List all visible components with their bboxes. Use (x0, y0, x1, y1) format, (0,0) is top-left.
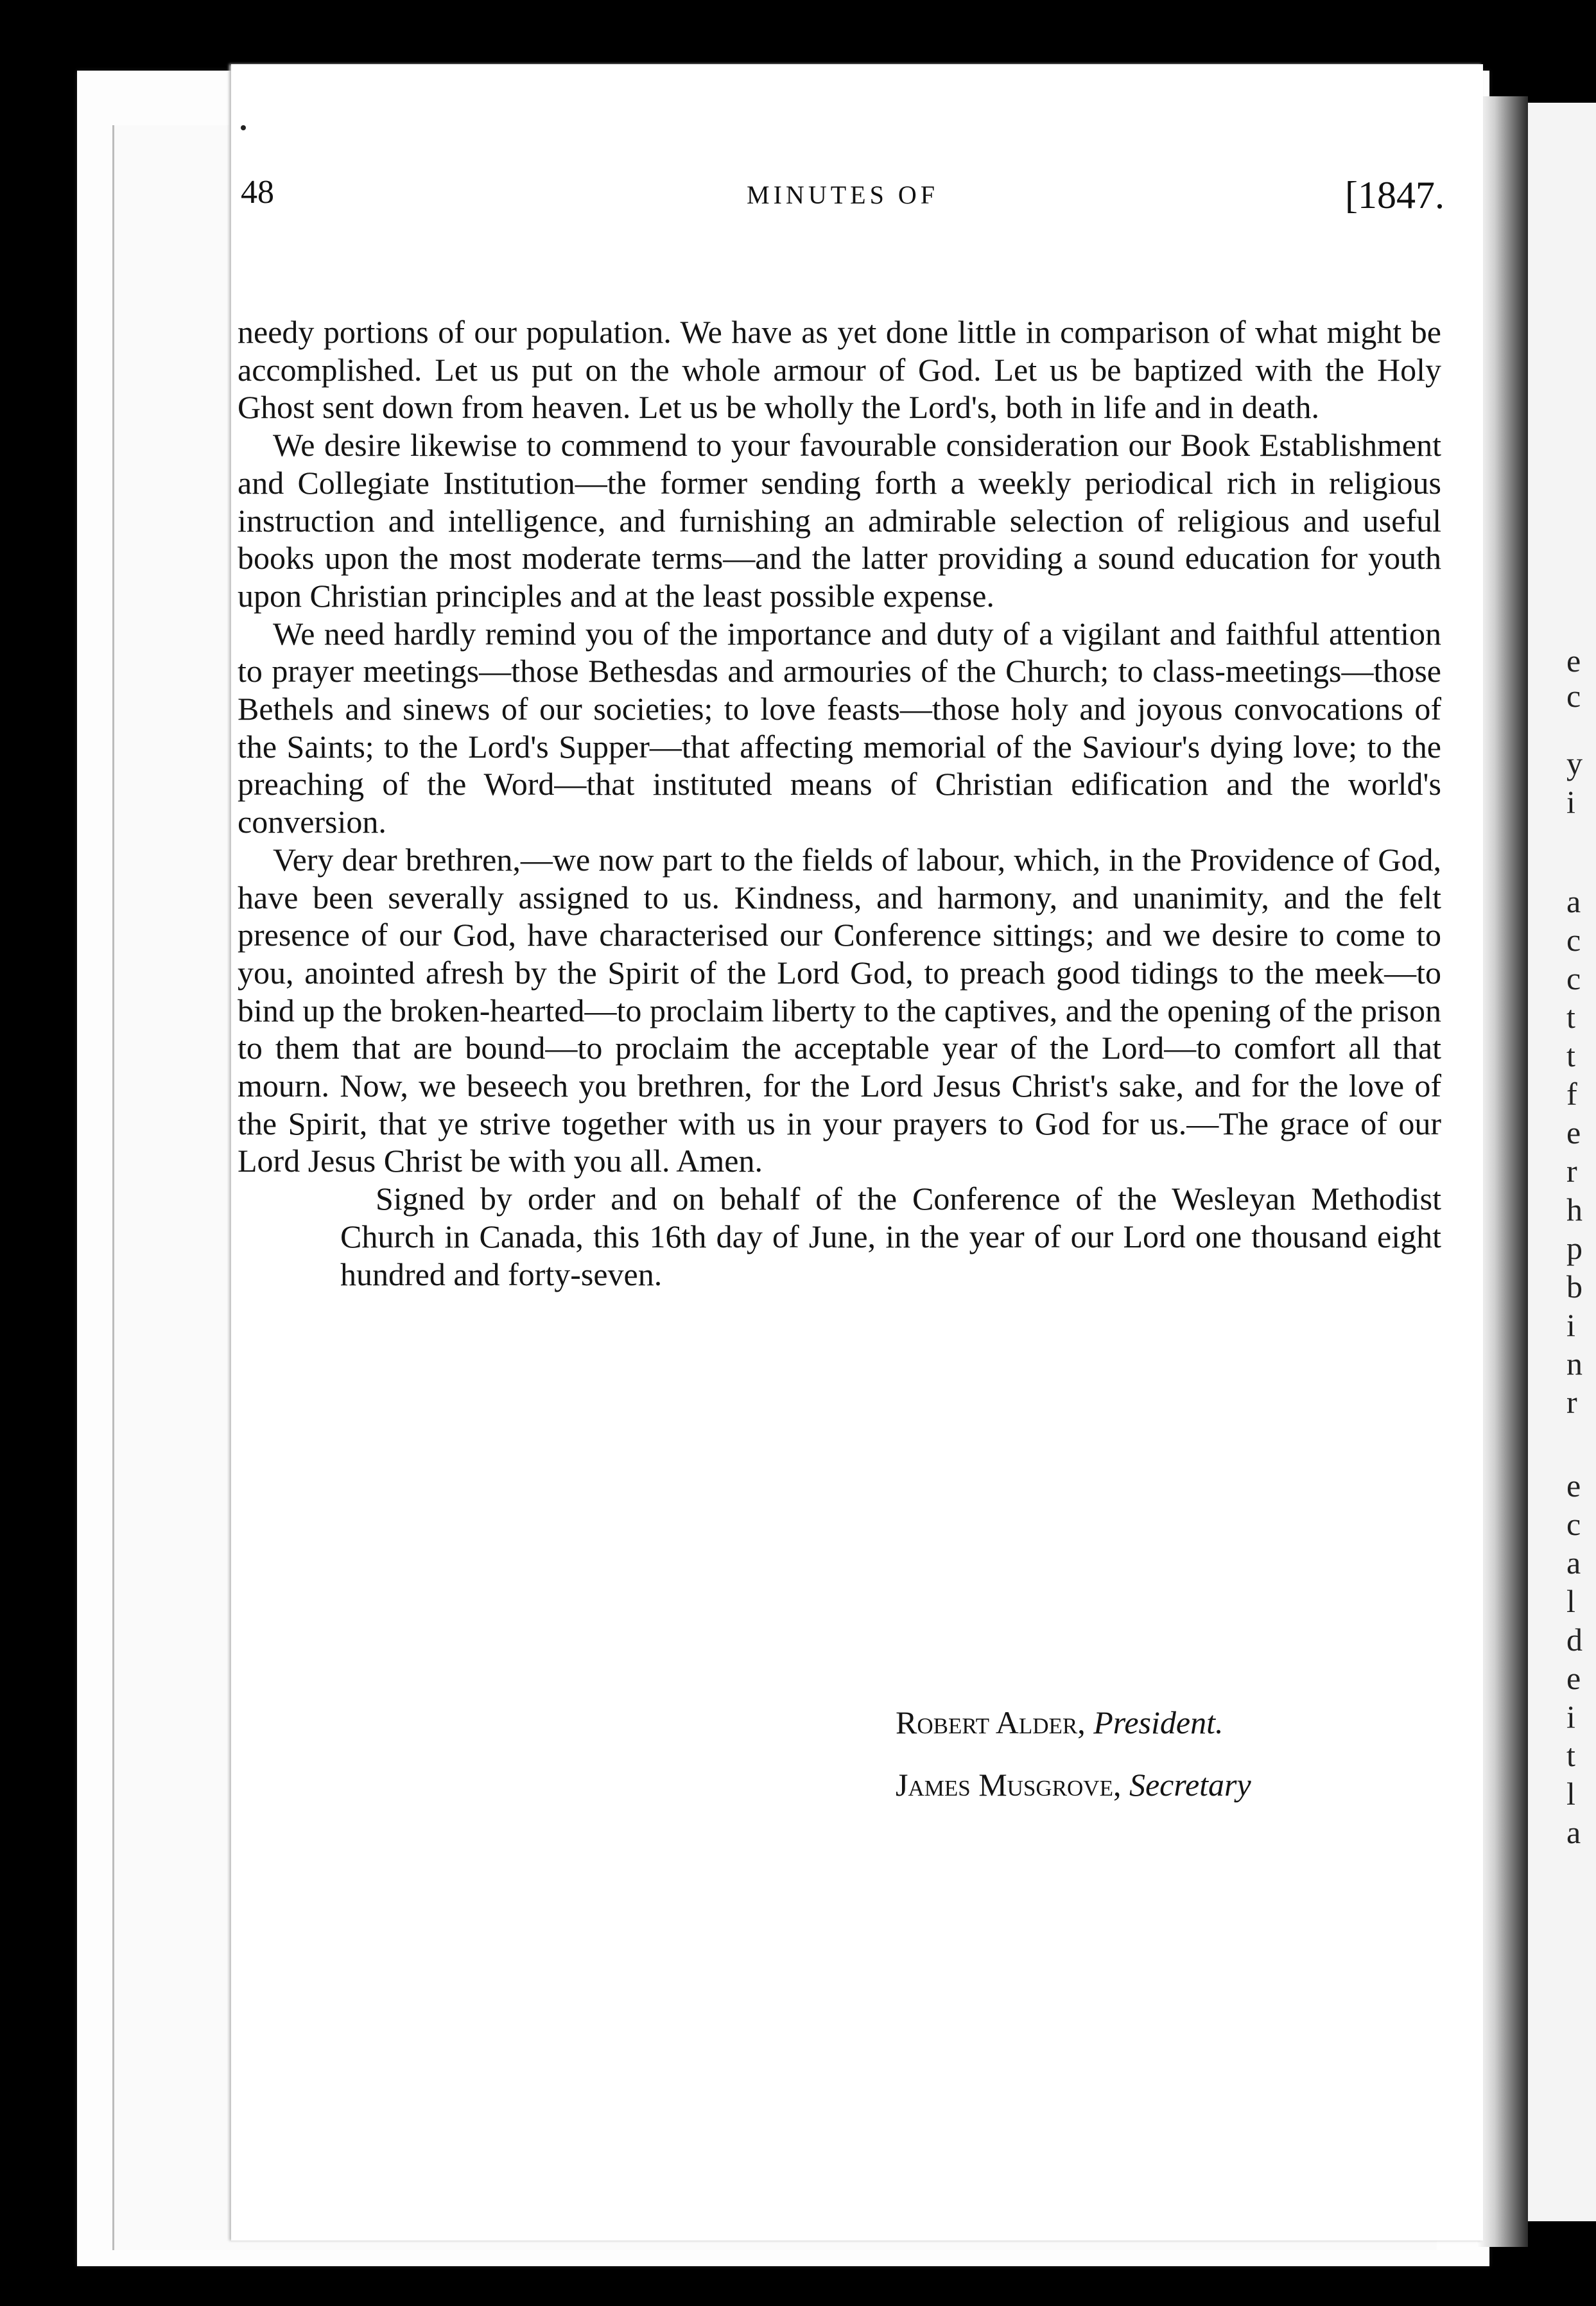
edge-letter: y (1566, 745, 1583, 781)
signed-statement: Signed by order and on behalf of the Conference of the Wesleyan Methodist Church in Canada, this 16th day of June, in the year of our Lord one thousand eight hundred and forty-seven. (340, 1181, 1441, 1292)
edge-letter: c (1566, 678, 1581, 714)
running-year: [1847. (1345, 174, 1444, 216)
edge-letter: a (1566, 1814, 1581, 1850)
edge-letter: f (1566, 1076, 1577, 1112)
running-title: MINUTES OF (747, 180, 939, 209)
body-text (238, 313, 1441, 1293)
paragraph: Very dear brethren,—we now part to the fields of labour, which, in the Providence of God, have been severally assigned to us. Kindness, and harmony, and unanimity, and the felt presence of our God, have characterised our Conference sittings; and we desire to come to you, anointed afresh by the Spirit of the Lord God, to preach good tidings to the meek—to bind up the broken-hearted—to proclaim liberty to the captives, and the opening of the prison to them that are bound—to proclaim the acceptable year of the Lord—to comfort all that mourn. Now, we beseech you brethren, for the Lord Jesus Christ's sake, and for the love of the Spirit, that ye strive together with us in your prayers to God for us.—The grace of our Lord Jesus Christ be with you all. Amen. (238, 841, 1441, 1179)
edge-letter: r (1566, 1384, 1577, 1420)
signatory-name: James Musgrove, (896, 1767, 1122, 1803)
facing-page-edge-letters (1566, 0, 1596, 2306)
page-number: 48 (241, 174, 274, 211)
book-gutter-shadow (1477, 96, 1528, 2247)
edge-letter: c (1566, 922, 1581, 958)
edge-letter: l (1566, 1583, 1575, 1619)
edge-letter: i (1566, 784, 1575, 820)
edge-letter: t (1566, 999, 1575, 1035)
edge-letter: l (1566, 1776, 1575, 1812)
signatory-title: Secretary (1129, 1767, 1251, 1803)
paragraph: We desire likewise to commend to your favourable consideration our Book Establishment and Collegiate Institution—the former sending forth a weekly periodical rich in religious instruction and intelligence, and furnishing an admirable selection of religious and useful books upon the most moderate terms—and the latter providing a sound education for youth upon Christian principles and at the least possible expense. (238, 427, 1441, 614)
edge-letter: i (1566, 1699, 1575, 1735)
ink-speck (241, 125, 246, 130)
edge-letter: e (1566, 1114, 1581, 1150)
edge-letter: n (1566, 1346, 1583, 1382)
edge-letter: e (1566, 1660, 1581, 1696)
signatures (896, 1692, 1473, 1816)
edge-letter: b (1566, 1269, 1583, 1305)
paragraph: needy portions of our population. We have as yet done little in comparison of what might be accomplished. Let us put on the whole armour of God. Let us be baptized with the Holy Ghost sent down from heaven. Let us be wholly the Lord's, both in life and in death. (238, 314, 1441, 426)
signatory-name: Robert Alder, (896, 1704, 1086, 1740)
edge-letter: t (1566, 1737, 1575, 1773)
page-header (241, 173, 1444, 231)
edge-letter: c (1566, 960, 1581, 996)
edge-letter: c (1566, 1506, 1581, 1542)
edge-letter: d (1566, 1622, 1583, 1658)
signature-president (896, 1692, 1473, 1754)
signature-secretary (896, 1754, 1473, 1816)
edge-letter: i (1566, 1307, 1575, 1343)
edge-letter: r (1566, 1153, 1577, 1189)
edge-letter: e (1566, 1468, 1581, 1504)
paragraph: We need hardly remind you of the importance and duty of a vigilant and faithful attention to prayer meetings—those Bethesdas and armouries of the Church; to class-meetings—those Bethels and sinews of our societies; to love feasts—those holy and joyous convocations of the Saints; to the Lord's Supper—that affecting memorial of the Saviour's dying love; to the preaching of the Word—that instituted means of Christian edification and the world's conversion. (238, 615, 1441, 840)
edge-letter: a (1566, 1545, 1581, 1581)
edge-letter: p (1566, 1230, 1583, 1266)
edge-letter: a (1566, 883, 1581, 919)
edge-letter: h (1566, 1192, 1583, 1227)
edge-letter: e (1566, 643, 1581, 679)
signatory-title: President. (1093, 1704, 1224, 1740)
edge-letter: t (1566, 1037, 1575, 1073)
